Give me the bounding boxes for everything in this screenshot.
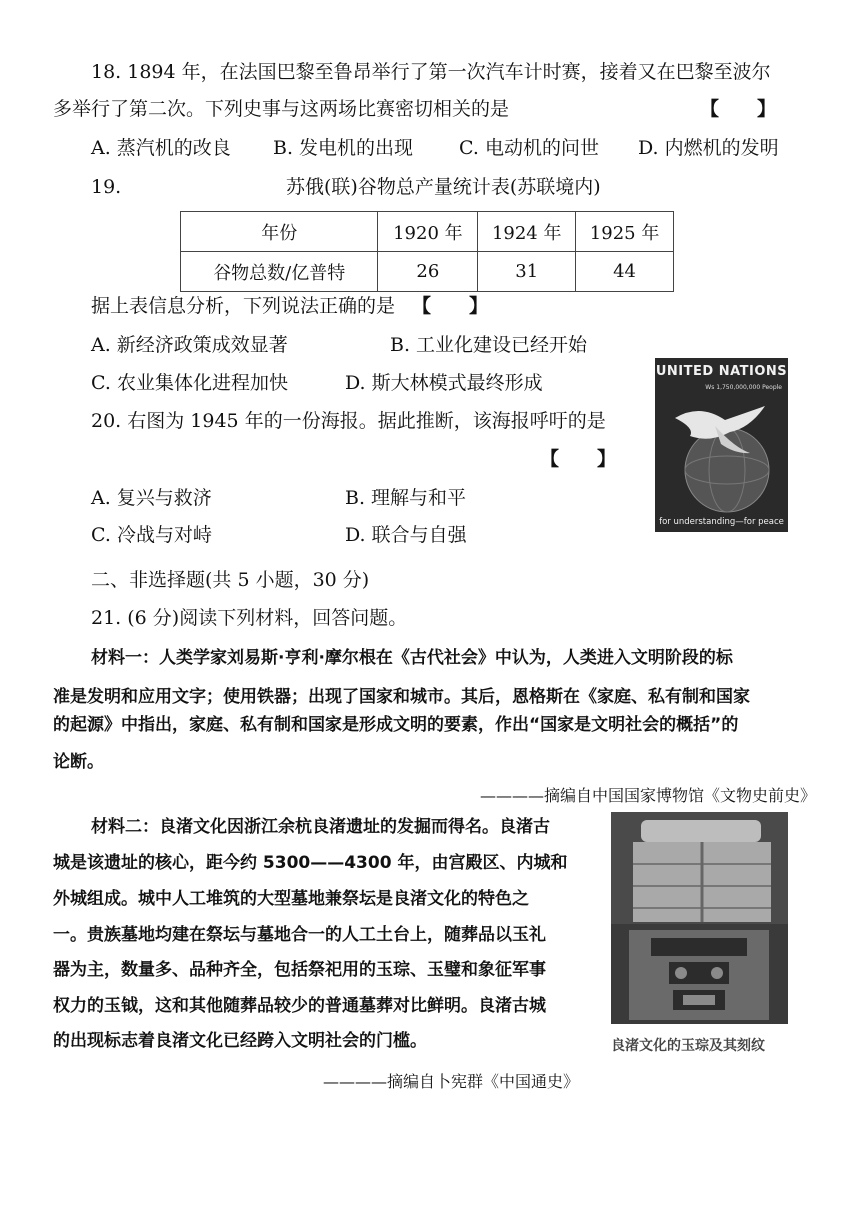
q21-material2-line5: 器为主，数量多、品种齐全，包括祭祀用的玉琮、玉璧和象征军事 — [53, 960, 546, 980]
jade-cong-photo — [611, 812, 788, 1024]
q18-option-d: D. 内燃机的发明 — [638, 137, 779, 159]
q21-material2-line2: 城是该遗址的核心，距今约 5300——4300 年，由宫殿区、内城和 — [53, 853, 568, 873]
q21-stem: 21. (6 分)阅读下列材料，回答问题。 — [91, 607, 408, 629]
section2-heading: 二、非选择题(共 5 小题，30 分) — [91, 569, 370, 591]
poster-title: UNITED NATIONS — [655, 364, 788, 379]
q19-answer-bracket: 【 】 — [412, 295, 489, 317]
q21-material1-line1: 材料一：人类学家刘易斯·亨利·摩尔根在《古代社会》中认为，人类进入文明阶段的标 — [91, 648, 733, 668]
q20-option-d: D. 联合与自强 — [345, 524, 467, 546]
q20-option-a: A. 复兴与救济 — [91, 487, 212, 509]
q18-stem-line1: 18. 1894 年，在法国巴黎至鲁昂举行了第一次汽车计时赛，接着又在巴黎至波尔 — [91, 61, 771, 83]
q21-material2-source: ————摘编自卜宪群《中国通史》 — [323, 1072, 580, 1091]
q19-option-d: D. 斯大林模式最终形成 — [345, 372, 543, 394]
q18-option-c: C. 电动机的问世 — [459, 137, 599, 159]
un-poster-image — [655, 358, 788, 532]
table-cell-1925: 44 — [576, 252, 674, 292]
q21-material1-source: ————摘编自中国国家博物馆《文物史前史》 — [480, 786, 817, 805]
q18-stem-line2: 多举行了第二次。下列史事与这两场比赛密切相关的是 — [53, 98, 510, 120]
q18-answer-bracket: 【 】 — [700, 98, 777, 120]
q19-stem: 据上表信息分析，下列说法正确的是 — [91, 295, 396, 317]
table-row — [181, 252, 674, 292]
poster-subtitle: Ws 1,750,000,000 People — [705, 384, 782, 391]
q21-material2-line3: 外城组成。城中人工堆筑的大型墓地兼祭坛是良渚文化的特色之 — [53, 889, 529, 909]
q20-option-b: B. 理解与和平 — [345, 487, 467, 509]
jade-cong-illustration — [611, 812, 788, 1024]
table-header-1925: 1925 年 — [576, 212, 674, 252]
q19-number: 19. — [91, 176, 122, 198]
q21-material1-line4: 论断。 — [53, 752, 104, 772]
q19-option-b: B. 工业化建设已经开始 — [390, 334, 588, 356]
q20-answer-bracket: 【 】 — [540, 448, 617, 470]
q21-material2-line6: 权力的玉钺，这和其他随葬品较少的普通墓葬对比鲜明。良渚古城 — [53, 996, 546, 1016]
q19-option-a: A. 新经济政策成效显著 — [91, 334, 288, 356]
q21-material2-line7: 的出现标志着良渚文化已经跨入文明社会的门槛。 — [53, 1031, 427, 1051]
q19-table-title: 苏俄(联)谷物总产量统计表(苏联境内) — [286, 176, 601, 198]
table-row — [181, 212, 674, 252]
q21-material1-line3: 的起源》中指出，家庭、私有制和国家是形成文明的要素，作出“国家是文明社会的概括”的 — [53, 715, 739, 735]
table-header-1924: 1924 年 — [478, 212, 576, 252]
q20-stem: 20. 右图为 1945 年的一份海报。据此推断，该海报呼吁的是 — [91, 410, 606, 432]
table-cell-1920: 26 — [378, 252, 478, 292]
jade-cong-caption: 良渚文化的玉琮及其刻纹 — [611, 1038, 765, 1054]
q19-option-c: C. 农业集体化进程加快 — [91, 372, 288, 394]
q21-material2-line1: 材料二：良渚文化因浙江余杭良渚遗址的发掘而得名。良渚古 — [91, 817, 550, 837]
table-header-1920: 1920 年 — [378, 212, 478, 252]
poster-slogan: for understanding—for peace — [659, 517, 784, 527]
table-row-label: 谷物总数/亿普特 — [181, 252, 378, 292]
q18-option-b: B. 发电机的出现 — [273, 137, 414, 159]
table-header-year-label: 年份 — [181, 212, 378, 252]
q21-material1-line2: 准是发明和应用文字；使用铁器；出现了国家和城市。其后，恩格斯在《家庭、私有制和国家 — [53, 687, 750, 707]
table-cell-1924: 31 — [478, 252, 576, 292]
q21-material2-line4: 一。贵族墓地均建在祭坛与墓地合一的人工土台上，随葬品以玉礼 — [53, 925, 546, 945]
globe-dove-illustration — [655, 358, 788, 532]
grain-output-table — [180, 211, 674, 292]
q18-option-a: A. 蒸汽机的改良 — [91, 137, 231, 159]
q20-option-c: C. 冷战与对峙 — [91, 524, 212, 546]
